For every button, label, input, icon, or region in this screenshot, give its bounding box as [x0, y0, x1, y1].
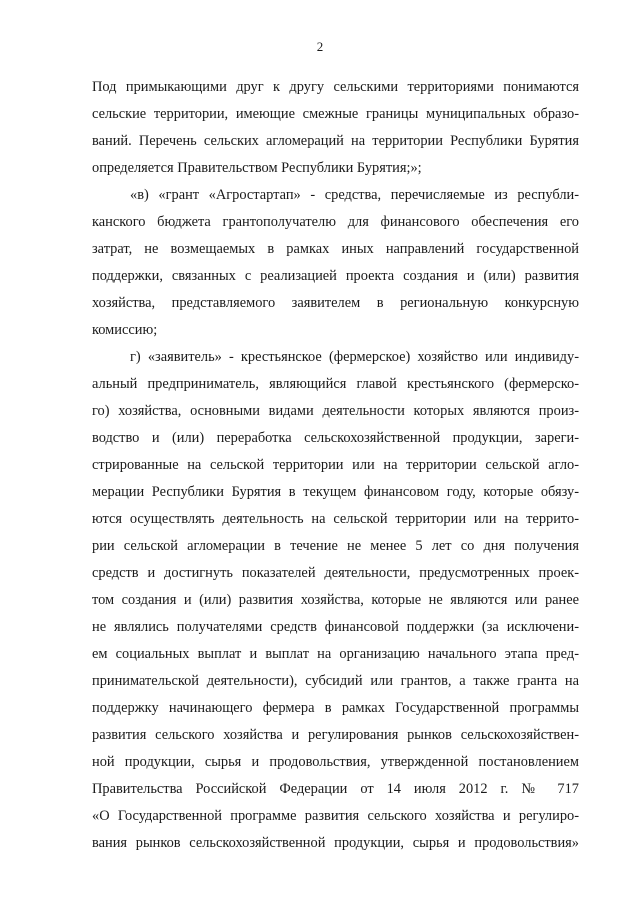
paragraph: [92, 182, 579, 344]
text-line: развития сельского хозяйства и регулирования рынков сельскохозяйствен-: [92, 727, 579, 743]
text-line: поддержки, связанных с реализацией проекта создания и (или) развития: [92, 268, 579, 284]
text-line: мерации Республики Бурятия в текущем финансовом году, которые обязу-: [92, 484, 579, 500]
text-line: альный предприниматель, являющийся главой крестьянского (фермерско-: [92, 376, 579, 392]
text-line: ваний. Перечень сельских агломераций на территории Республики Бурятия: [92, 133, 579, 149]
text-line: ной продукции, сырья и продовольствия, утвержденной постановлением: [92, 754, 579, 770]
text-line: комиссию;: [92, 322, 158, 338]
text-line: средств и достигнуть показателей деятельности, предусмотренных проек-: [92, 565, 579, 581]
paragraph: [92, 74, 579, 182]
text-line: стрированные на сельской территории или на территории сельской агло-: [92, 457, 579, 473]
text-line: Правительства Российской Федерации от 14 июля 2012 г. № 717: [92, 781, 579, 797]
text-line: канского бюджета грантополучателю для финансового обеспечения его: [92, 214, 579, 230]
text-line: поддержку начинающего фермера в рамках Государственной программы: [92, 700, 579, 716]
text-line: водство и (или) переработка сельскохозяйственной продукции, зареги-: [92, 430, 579, 446]
text-line: Под примыкающими друг к другу сельскими территориями понимаются: [92, 79, 579, 95]
text-line: вания рынков сельскохозяйственной продукции, сырья и продовольствия»: [92, 835, 579, 851]
text-line: рии сельской агломерации в течение не менее 5 лет со дня получения: [92, 538, 579, 554]
text-line: ются осуществлять деятельность на сельской территории или на террито-: [92, 511, 579, 527]
text-line: хозяйства, представляемого заявителем в региональную конкурсную: [92, 295, 579, 311]
text-line: не являлись получателями средств финансовой поддержки (за исключени-: [92, 619, 579, 635]
text-line: «в) «грант «Агростартап» - средства, перечисляемые из республи-: [130, 187, 579, 203]
document-body: [92, 74, 579, 857]
text-line: определяется Правительством Республики Бурятия;»;: [92, 160, 422, 176]
text-line: «О Государственной программе развития сельского хозяйства и регулиро-: [92, 808, 579, 824]
text-line: г) «заявитель» - крестьянское (фермерское) хозяйство или индивиду-: [130, 349, 579, 365]
page-number: 2: [316, 39, 324, 54]
text-line: принимательской деятельности), субсидий или грантов, а также гранта на: [92, 673, 579, 689]
paragraph: [92, 344, 579, 857]
text-line: том создания и (или) развития хозяйства, которые не являются или ранее: [92, 592, 579, 608]
text-line: ем социальных выплат и выплат на организацию начального этапа пред-: [92, 646, 579, 662]
text-line: го) хозяйства, основными видами деятельности которых являются произ-: [92, 403, 579, 419]
text-line: сельские территории, имеющие смежные границы муниципальных образо-: [92, 106, 579, 122]
text-line: затрат, не возмещаемых в рамках иных направлений государственной: [92, 241, 579, 257]
